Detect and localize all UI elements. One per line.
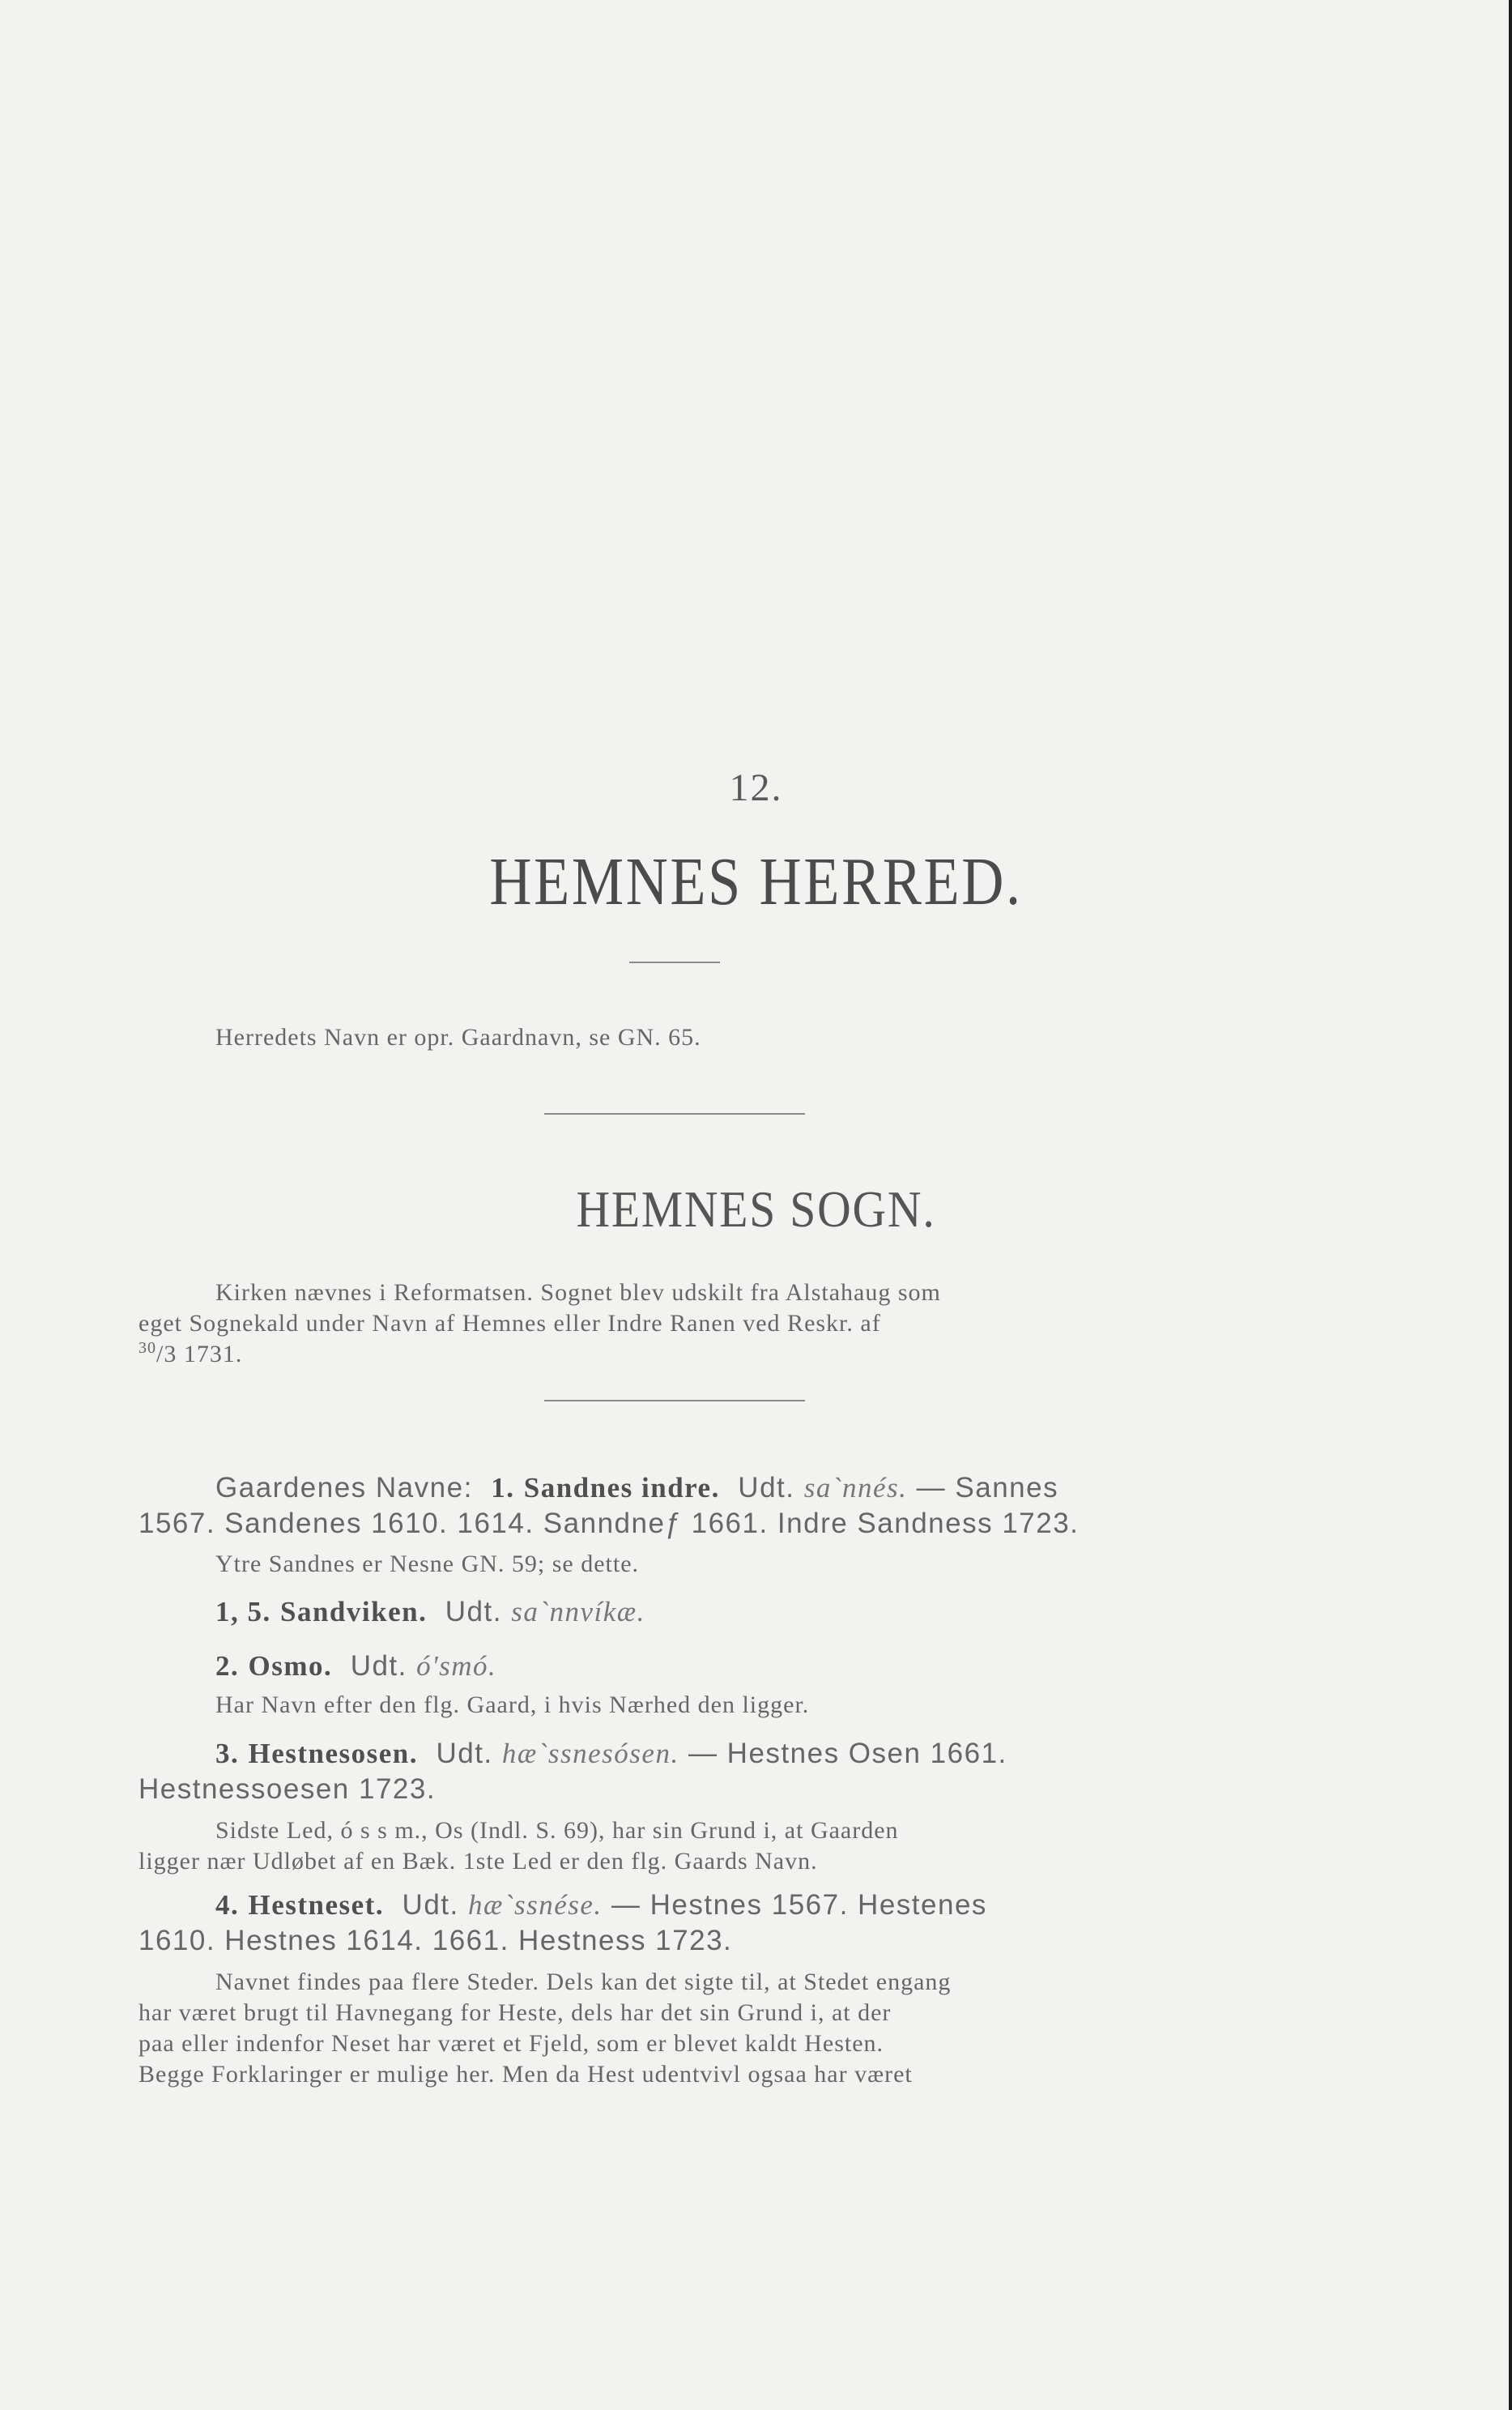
farm-number: 2. — [215, 1650, 240, 1682]
farm-entry-1 — [138, 1470, 1207, 1542]
note-text: Begge Forklaringer er mulige her. Men da Hest udentvivl ogsaa har været — [138, 2061, 913, 2088]
pronunciation: hæ`ssnése. — [467, 1889, 603, 1921]
farm-1-note — [138, 1549, 1207, 1580]
divider-rule — [544, 1113, 805, 1115]
farm-2-note — [138, 1690, 1207, 1721]
pronunciation: sa`nnvíkæ. — [511, 1596, 645, 1627]
farm-name: Osmo. — [248, 1650, 333, 1682]
note-text: har været brugt til Havnegang for Heste, dels har det sin Grund i, at der — [138, 1999, 892, 2026]
date-superscript: 30 — [138, 1339, 156, 1357]
note-text: ligger nær Udløbet af en Bæk. 1ste Led er den flg. Gaards Navn. — [138, 1848, 818, 1875]
herred-note-text: Herredets Navn er opr. Gaardnavn, se GN. 65. — [215, 1024, 701, 1051]
old-forms: — Sannes — [916, 1472, 1059, 1504]
farm-entry-3 — [138, 1736, 1207, 1807]
farm-name: Hestnesosen. — [248, 1738, 419, 1769]
farm-name: Sandviken. — [279, 1596, 428, 1627]
note-text: Ytre Sandnes er Nesne GN. 59; se dette. — [215, 1551, 640, 1577]
herred-note — [138, 1022, 1207, 1053]
farm-number: 3. — [215, 1738, 240, 1769]
old-forms-line: 1610. Hestnes 1614. 1661. Hestness 1723. — [138, 1925, 733, 1956]
pronunciation: ó'smó. — [416, 1650, 497, 1682]
divider-rule — [629, 962, 720, 963]
note-text: paa eller indenfor Neset har været et Fjeld, som er blevet kaldt Hesten. — [138, 2030, 884, 2057]
parish-paragraph — [138, 1278, 1207, 1370]
farm-entry-2 — [138, 1649, 1207, 1684]
date-rest: /3 1731. — [156, 1341, 243, 1367]
herred-title: HEMNES HERRED. — [489, 844, 1023, 919]
parish-title: HEMNES SOGN. — [576, 1180, 936, 1238]
scan-edge — [1509, 0, 1512, 2410]
farm-4-note — [138, 1967, 1207, 2090]
note-text: Navnet findes paa flere Steder. Dels kan det sigte til, at Stedet engang — [215, 1969, 952, 1995]
udt-label: Udt. — [445, 1596, 502, 1627]
farm-entry-4 — [138, 1887, 1207, 1959]
farm-number: 4. — [215, 1889, 240, 1921]
farm-1-5-line — [138, 1594, 1207, 1630]
farm-name: Sandnes indre. — [523, 1472, 720, 1504]
farm-3-note — [138, 1815, 1207, 1877]
note-text: Sidste Led, ó s s m., Os (Indl. S. 69), har sin Grund i, at Gaarden — [215, 1817, 899, 1844]
farm-number: 1, 5. — [215, 1596, 271, 1627]
old-forms: — Hestnes Osen 1661. — [688, 1738, 1007, 1769]
farm-name: Hestneset. — [248, 1889, 385, 1921]
farm-2-line — [138, 1649, 1207, 1684]
note-text: Har Navn efter den flg. Gaard, i hvis Nærhed den ligger. — [215, 1691, 810, 1718]
farm-entry-1-5 — [138, 1594, 1207, 1630]
udt-label: Udt. — [350, 1650, 407, 1682]
farm-3-line — [138, 1736, 1207, 1772]
chapter-number: 12. — [729, 766, 783, 809]
divider-rule — [544, 1400, 805, 1401]
udt-label: Udt. — [436, 1738, 493, 1769]
udt-label: Udt. — [738, 1472, 795, 1504]
pronunciation: sa`nnés. — [803, 1472, 908, 1504]
old-forms-line: Hestnessoesen 1723. — [138, 1773, 437, 1805]
parish-date-line — [138, 1339, 1207, 1370]
farm-number: 1. — [491, 1472, 515, 1504]
parish-text-line: Kirken nævnes i Reformatsen. Sognet blev udskilt fra Alstahaug som — [215, 1279, 941, 1306]
farm-4-line — [138, 1887, 1207, 1923]
udt-label: Udt. — [402, 1889, 459, 1921]
pronunciation: hæ`ssnesósen. — [501, 1738, 679, 1769]
old-forms: — Hestnes 1567. Hestenes — [611, 1889, 987, 1921]
parish-text-line: eget Sognekald under Navn af Hemnes eller Indre Ranen ved Reskr. af — [138, 1310, 881, 1337]
farms-intro: Gaardenes Navne: — [215, 1472, 473, 1504]
old-forms-line: 1567. Sandenes 1610. 1614. Sanndneƒ 1661. Indre Sandness 1723. — [138, 1508, 1080, 1539]
farm-1-line — [138, 1470, 1207, 1506]
